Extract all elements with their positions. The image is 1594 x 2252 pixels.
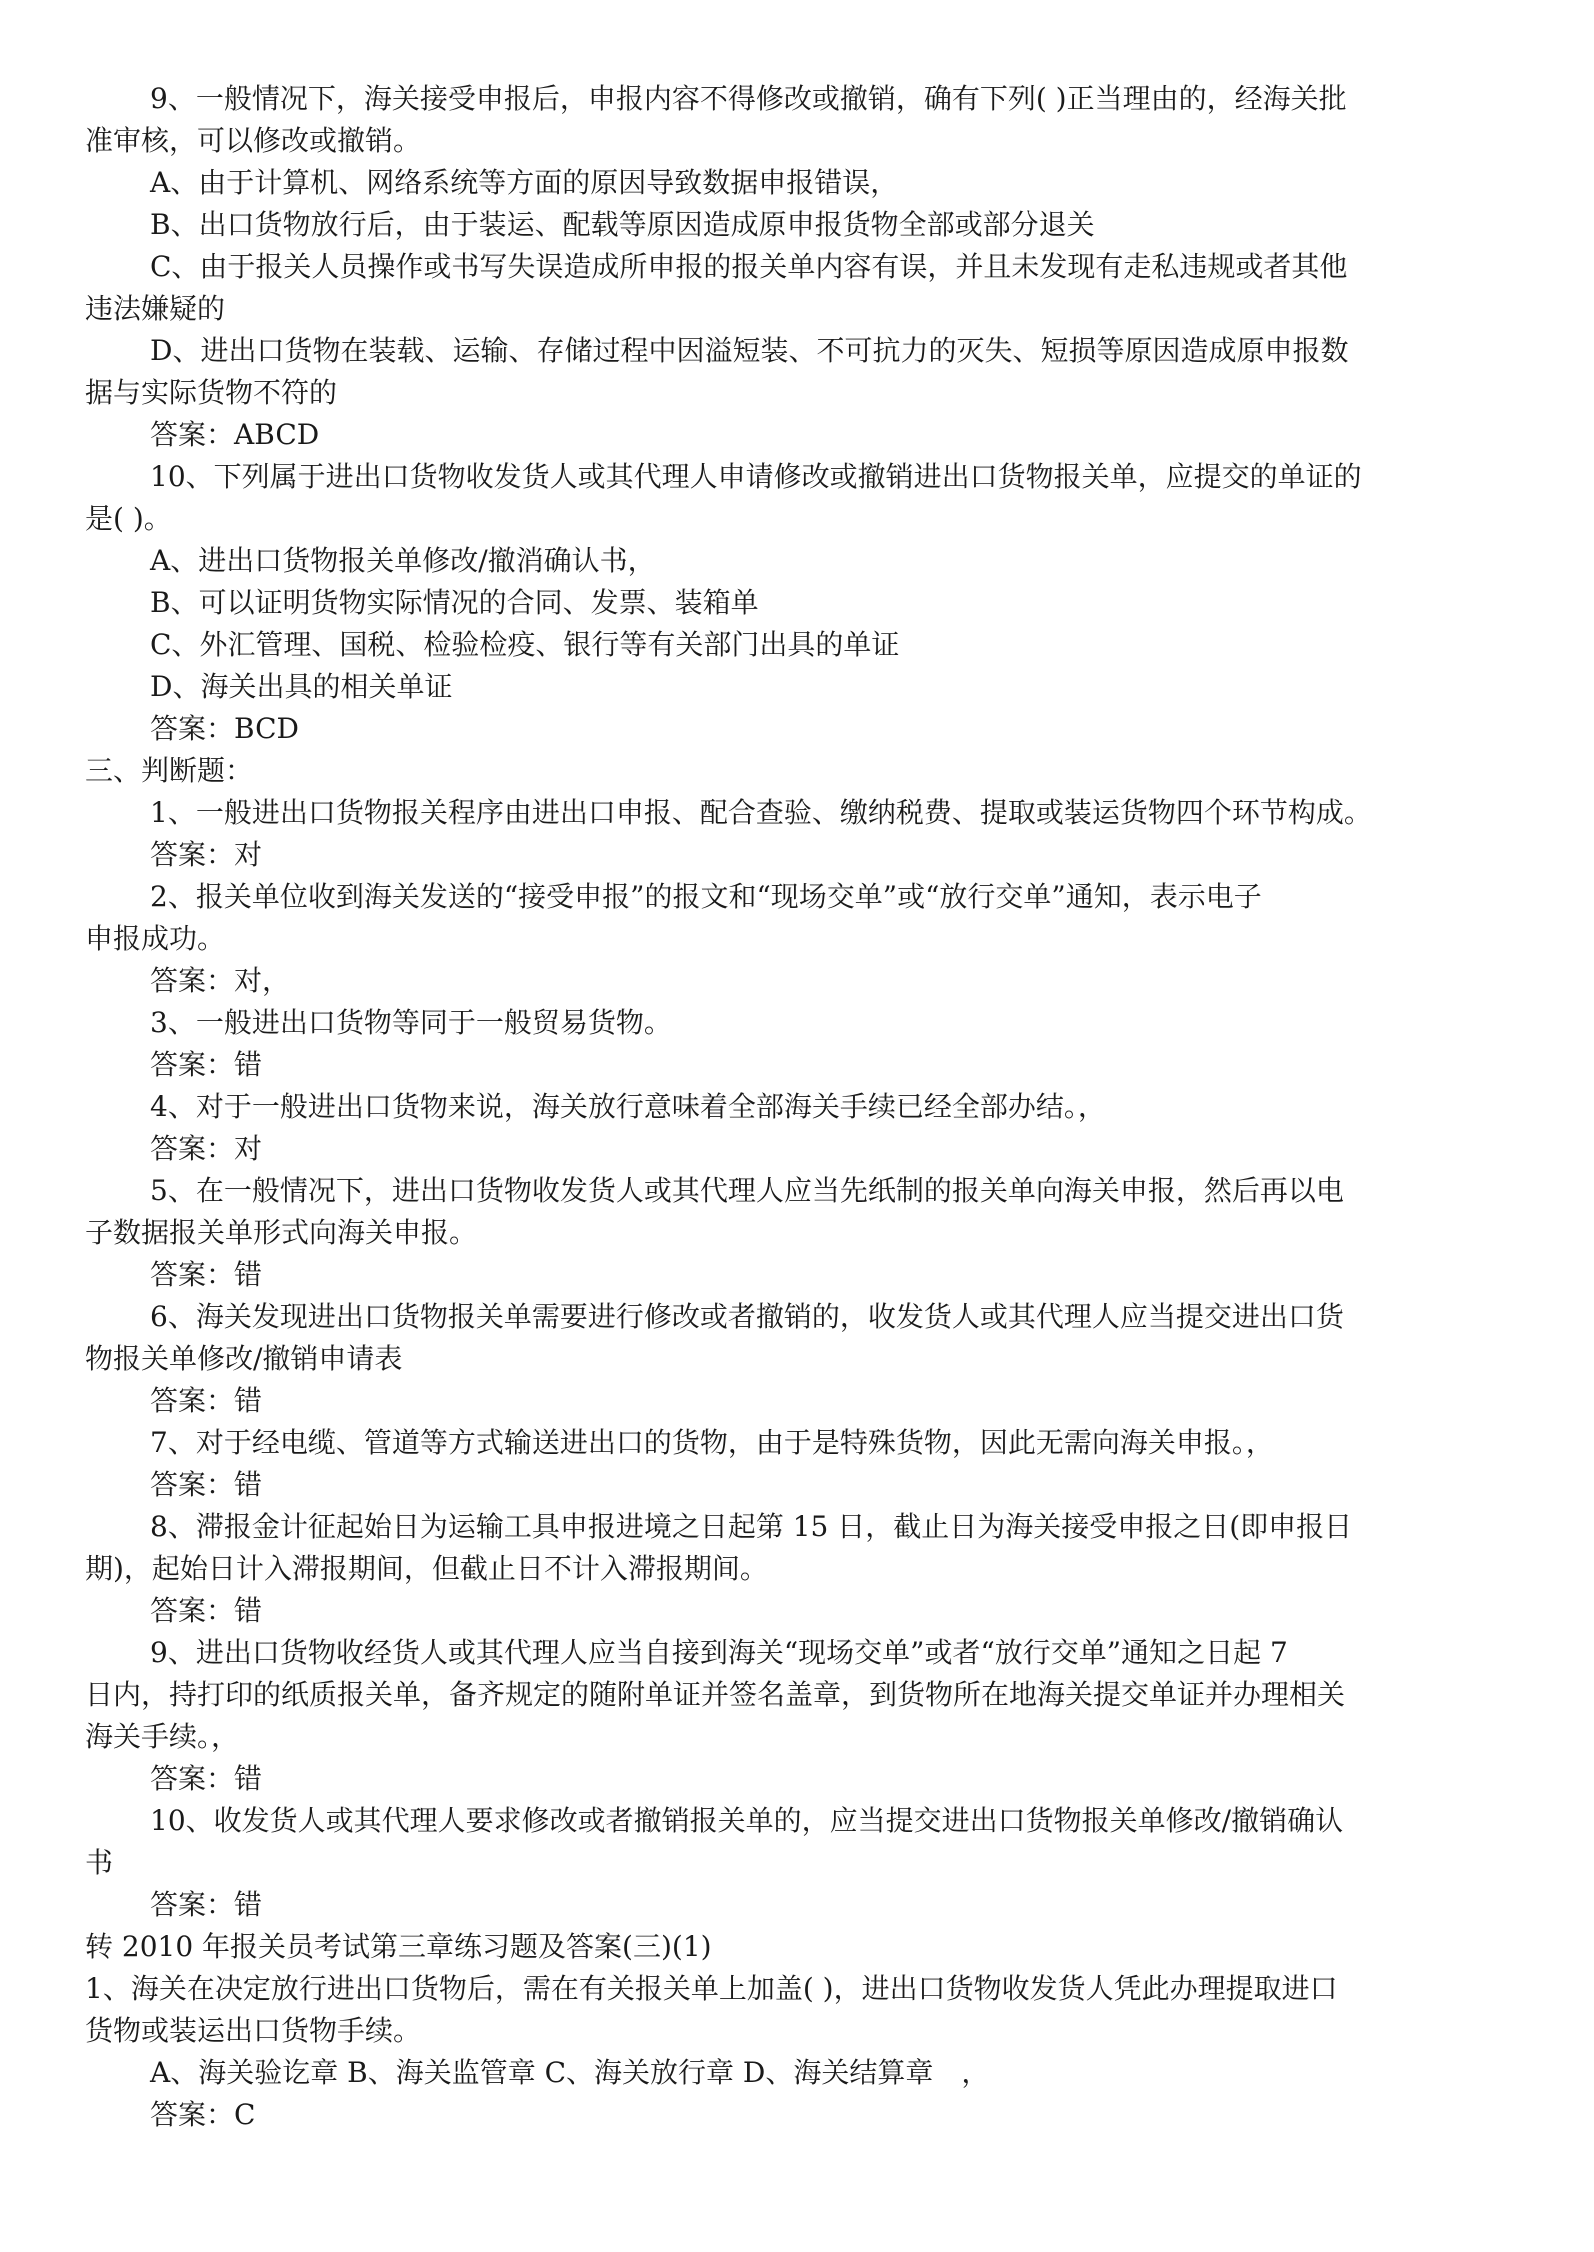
text-line: C、由于报关人员操作或书写失误造成所申报的报关单内容有误，并且未发现有走私违规或者其他 xyxy=(150,250,1348,283)
text-line: 答案：错 xyxy=(150,1594,263,1627)
text-line: 违法嫌疑的 xyxy=(85,292,226,325)
text-line: 据与实际货物不符的 xyxy=(85,376,338,409)
text-line: 期)，起始日计入滞报期间，但截止日不计入滞报期间。 xyxy=(85,1552,768,1585)
text-line: 书 xyxy=(85,1846,114,1879)
text-line: D、海关出具的相关单证 xyxy=(150,670,453,703)
text-line: 8、滞报金计征起始日为运输工具申报进境之日起第 15 日，截止日为海关接受申报之日(即申报日 xyxy=(150,1510,1353,1543)
text-line: 答案：ABCD xyxy=(150,418,320,451)
text-line: B、出口货物放行后，由于装运、配载等原因造成原申报货物全部或部分退关 xyxy=(150,208,1095,241)
text-line: 答案：C xyxy=(150,2098,256,2131)
text-line: A、由于计算机、网络系统等方面的原因导致数据申报错误， xyxy=(150,166,899,199)
text-line: 2、报关单位收到海关发送的“接受申报”的报文和“现场交单”或“放行交单”通知，表示电子 xyxy=(150,880,1262,913)
text-line: 日内，持打印的纸质报关单，备齐规定的随附单证并签名盖章，到货物所在地海关提交单证并办理相关 xyxy=(85,1678,1346,1711)
text-line: 10、收发货人或其代理人要求修改或者撤销报关单的，应当提交进出口货物报关单修改/撤销确认 xyxy=(150,1804,1344,1837)
text-line: 答案：对， xyxy=(150,964,291,997)
text-line: 是( )。 xyxy=(85,502,172,535)
text-line: 1、一般进出口货物报关程序由进出口申报、配合查验、缴纳税费、提取或装运货物四个环节构成。 xyxy=(150,796,1372,829)
text-line: 货物或装运出口货物手续。 xyxy=(85,2014,422,2047)
text-line: 10、下列属于进出口货物收发货人或其代理人申请修改或撤销进出口货物报关单，应提交的单证的 xyxy=(150,460,1362,493)
text-line: 子数据报关单形式向海关申报。 xyxy=(85,1216,478,1249)
text-line: B、可以证明货物实际情况的合同、发票、装箱单 xyxy=(150,586,759,619)
text-line: 答案：错 xyxy=(150,1888,263,1921)
text-line: 1、海关在决定放行进出口货物后，需在有关报关单上加盖( )，进出口货物收发货人凭此办理提取进口 xyxy=(85,1972,1338,2005)
text-line: 海关手续。， xyxy=(85,1720,240,1753)
text-line: 答案：对 xyxy=(150,838,263,871)
text-line: 4、对于一般进出口货物来说，海关放行意味着全部海关手续已经全部办结。， xyxy=(150,1090,1106,1123)
text-line: 答案：对 xyxy=(150,1132,263,1165)
text-line: 物报关单修改/撤销申请表 xyxy=(85,1342,403,1375)
text-line: 9、一般情况下，海关接受申报后，申报内容不得修改或撤销，确有下列( )正当理由的，经海关批 xyxy=(150,82,1347,115)
text-line: 申报成功。 xyxy=(85,922,226,955)
text-line: 三、判断题： xyxy=(85,754,254,787)
text-line: 答案：错 xyxy=(150,1468,263,1501)
text-line: C、外汇管理、国税、检验检疫、银行等有关部门出具的单证 xyxy=(150,628,900,661)
text-line: 转 2010 年报关员考试第三章练习题及答案(三)(1) xyxy=(85,1930,712,1963)
text-line: 7、对于经电缆、管道等方式输送进出口的货物，由于是特殊货物，因此无需向海关申报。， xyxy=(150,1426,1274,1459)
text-line: A、进出口货物报关单修改/撤消确认书， xyxy=(150,544,656,577)
text-line: 6、海关发现进出口货物报关单需要进行修改或者撤销的，收发货人或其代理人应当提交进出口货 xyxy=(150,1300,1344,1333)
text-line: 5、在一般情况下，进出口货物收发货人或其代理人应当先纸制的报关单向海关申报，然后再以电 xyxy=(150,1174,1344,1207)
text-line: 9、进出口货物收经货人或其代理人应当自接到海关“现场交单”或者“放行交单”通知之日起 7 xyxy=(150,1636,1288,1669)
text-line: 3、一般进出口货物等同于一般贸易货物。 xyxy=(150,1006,672,1039)
text-line: 准审核，可以修改或撤销。 xyxy=(85,124,422,157)
text-line: 答案：错 xyxy=(150,1762,263,1795)
text-line: 答案：错 xyxy=(150,1048,263,1081)
text-line: D、进出口货物在装载、运输、存储过程中因溢短装、不可抗力的灭失、短损等原因造成原申报数 xyxy=(150,334,1349,367)
text-line: 答案：错 xyxy=(150,1384,263,1417)
text-line: 答案：错 xyxy=(150,1258,263,1291)
text-line: A、海关验讫章 B、海关监管章 C、海关放行章 D、海关结算章 ， xyxy=(150,2056,990,2089)
text-line: 答案：BCD xyxy=(150,712,299,745)
